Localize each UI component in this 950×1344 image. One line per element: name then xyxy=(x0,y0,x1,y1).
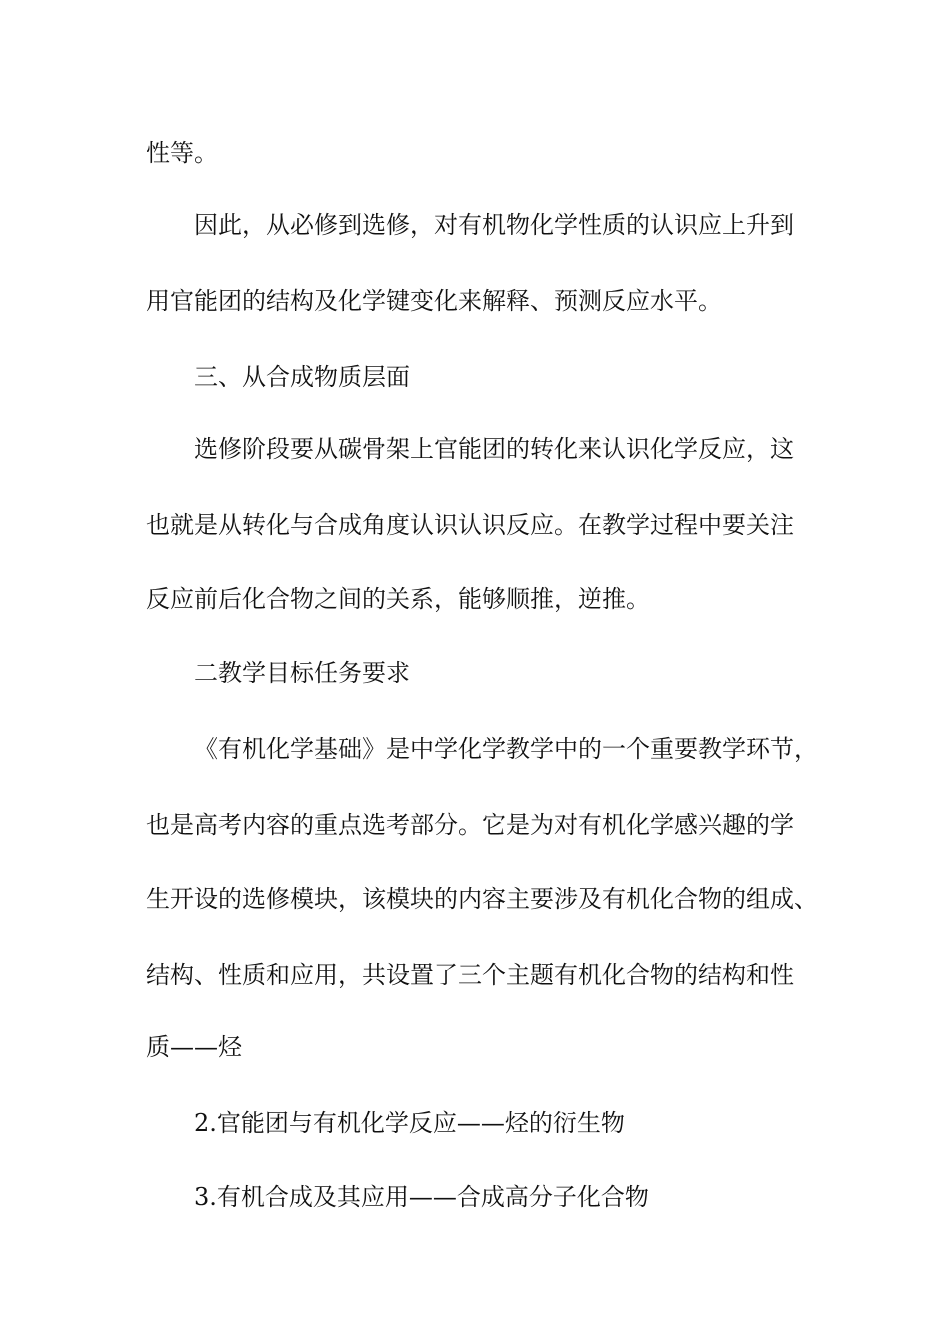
text-line-9: 《有机化学基础》是中学化学教学中的一个重要教学环节， xyxy=(194,735,818,763)
list-item-2: 2.官能团与有机化学反应——烃的衍生物 xyxy=(194,1109,625,1137)
section-heading-2: 二教学目标任务要求 xyxy=(194,659,410,687)
text-line-3: 用官能团的结构及化学键变化来解释、预测反应水平。 xyxy=(146,287,722,315)
section-heading-3: 三、从合成物质层面 xyxy=(194,363,410,391)
list-item-3: 3.有机合成及其应用——合成高分子化合物 xyxy=(194,1183,649,1211)
text-line-6: 也就是从转化与合成角度认识认识反应。在教学过程中要关注 xyxy=(146,511,794,539)
text-line-10: 也是高考内容的重点选考部分。它是为对有机化学感兴趣的学 xyxy=(146,811,794,839)
text-line-11: 生开设的选修模块，该模块的内容主要涉及有机化合物的组成、 xyxy=(146,885,818,913)
text-line-7: 反应前后化合物之间的关系，能够顺推，逆推。 xyxy=(146,585,650,613)
text-line-1: 性等。 xyxy=(146,139,218,167)
text-line-13: 质——烃 xyxy=(146,1033,242,1061)
text-line-2: 因此，从必修到选修，对有机物化学性质的认识应上升到 xyxy=(194,211,794,239)
text-line-5: 选修阶段要从碳骨架上官能团的转化来认识化学反应，这 xyxy=(194,435,794,463)
text-line-12: 结构、性质和应用，共设置了三个主题有机化合物的结构和性 xyxy=(146,961,794,989)
